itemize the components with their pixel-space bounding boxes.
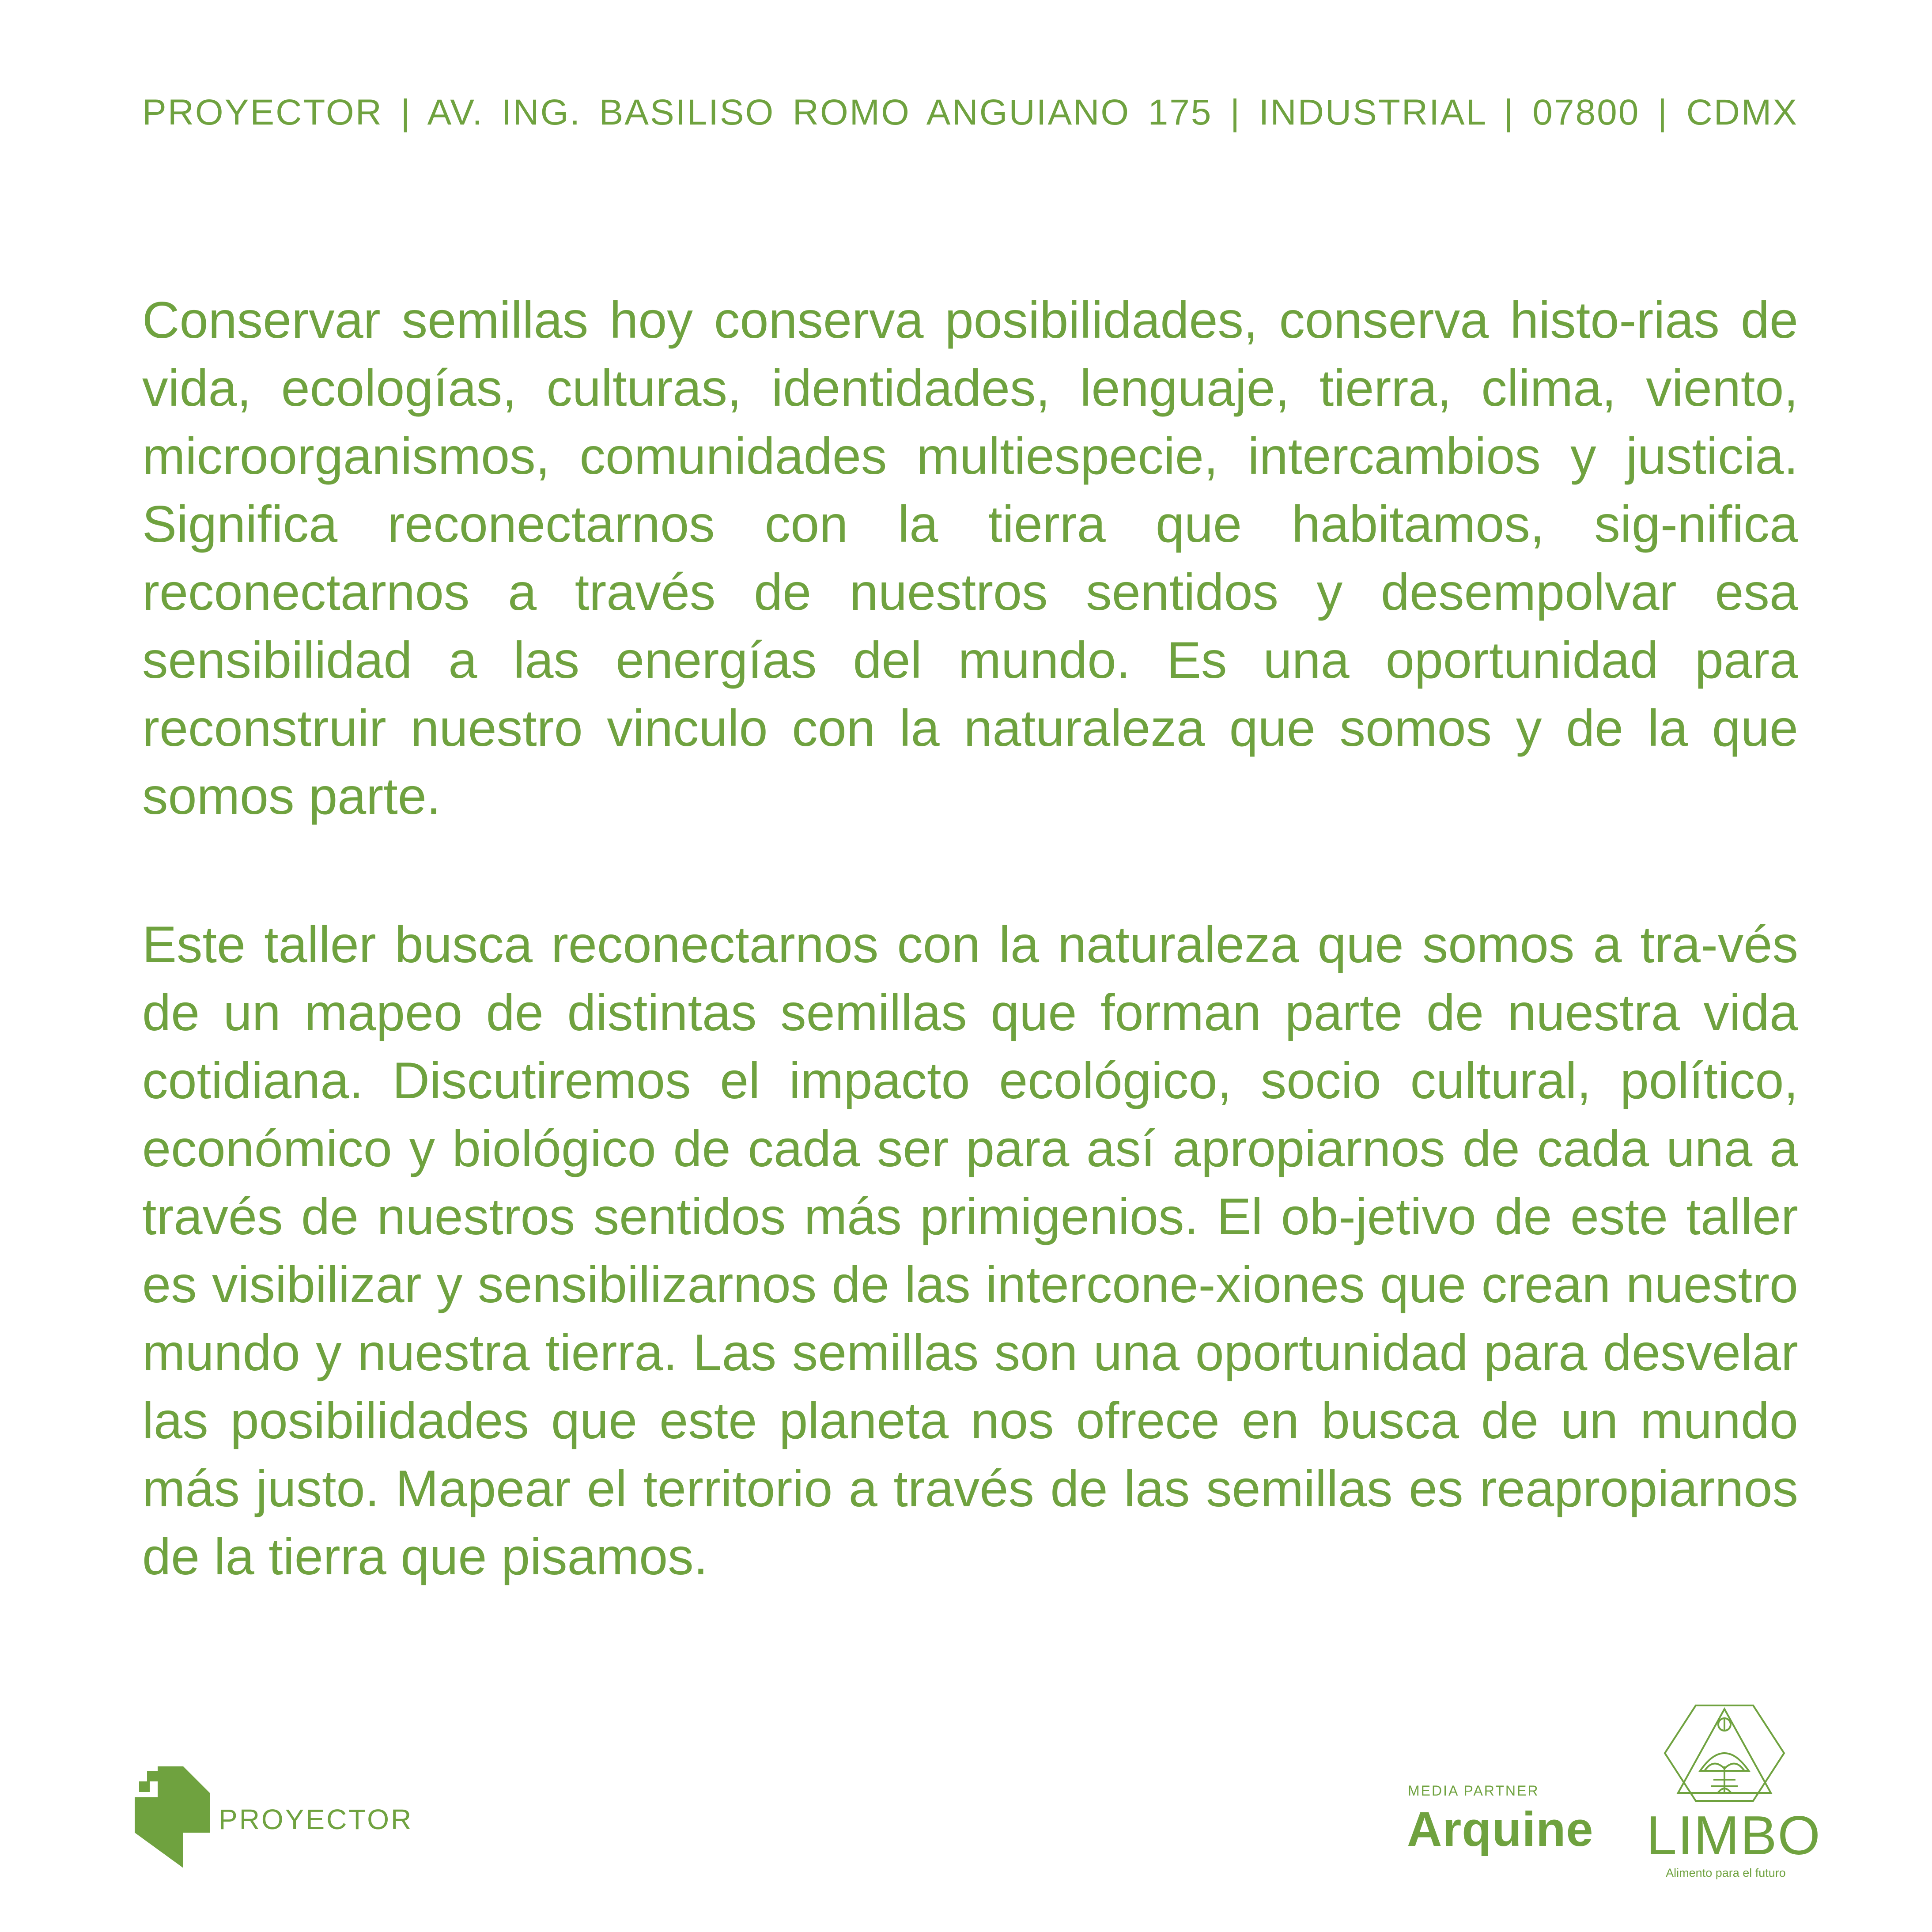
venue-address: PROYECTOR | AV. ING. BASILISO ROMO ANGUIANO 175 | INDUSTRIAL | 07800 | CDMX [142, 92, 1798, 132]
media-partner-label: MEDIA PARTNER [1408, 1783, 1539, 1799]
arquine-wordmark: Arquine [1407, 1802, 1594, 1856]
paragraph-intro: Conservar semillas hoy conserva posibilidades, conserva histo-rias de vida, ecologías, culturas, identidades, lenguaje, tierra, clima, viento, microorganismos, comunidades multiespecie, intercambios y justicia. Significa reconectarnos con la tierra que habitamos, sig-nifica reconectarnos a través de nuestros sentidos y desempolvar esa sensibilidad a las energías del mundo. Es una oportunidad para reconstruir nuestro vinculo con la naturaleza que somos y de la que somos parte. [142, 291, 1798, 825]
limbo-wordmark: LIMBO [1646, 1805, 1821, 1866]
proyector-logo-icon [135, 1766, 210, 1868]
proyector-wordmark: PROYECTOR [219, 1803, 413, 1835]
limbo-tree-emblem-icon [1652, 1705, 1797, 1802]
paragraph-workshop: Este taller busca reconectarnos con la naturaleza que somos a tra-vés de un mapeo de distintas semillas que forman parte de nuestra vida cotidiana. Discutiremos el impacto ecológico, socio cultural, político, económico y biológico de cada ser para así apropiarnos de cada una a través de nuestros sentidos más primigenios. El ob-jetivo de este taller es visibilizar y sensibilizarnos de las intercone-xiones que crean nuestro mundo y nuestra tierra. Las semillas son una oportunidad para desvelar las posibilidades que este planeta nos ofrece en busca de un mundo más justo. Mapear el territorio a través de las semillas es reapropiarnos de la tierra que pisamos. [142, 915, 1798, 1585]
limbo-tagline: Alimento para el futuro [1666, 1866, 1786, 1879]
